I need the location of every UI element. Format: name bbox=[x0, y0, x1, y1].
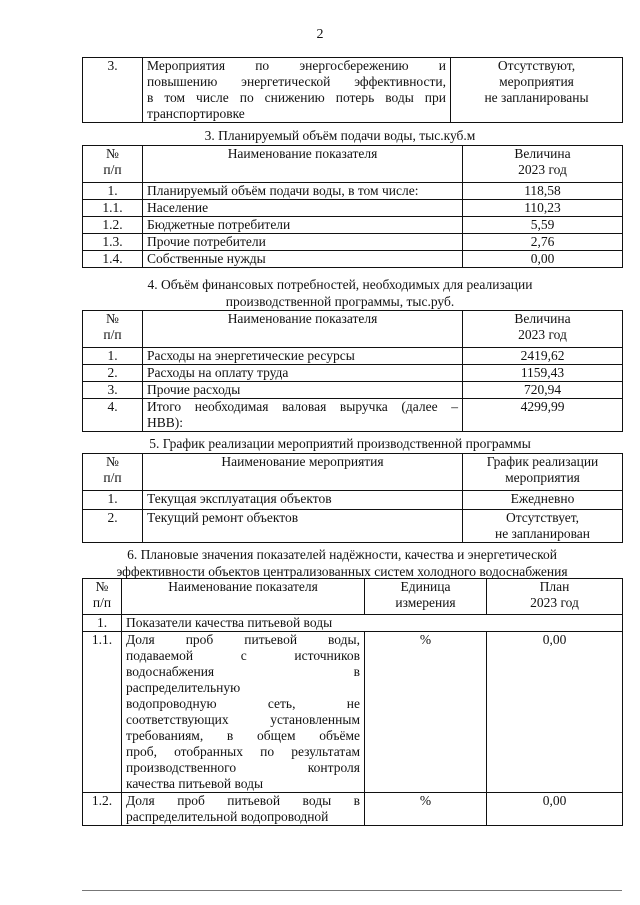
table-header-row bbox=[83, 579, 623, 615]
measure-status: Отсутствуют, мероприятия не запланированы bbox=[451, 58, 623, 123]
header-value: График реализации мероприятия bbox=[463, 454, 623, 491]
table-row bbox=[83, 58, 623, 123]
table-header-row bbox=[83, 311, 623, 348]
row-number: 3. bbox=[83, 58, 143, 123]
header-name: Наименование показателя bbox=[122, 579, 365, 615]
table-row: 1.2. Доля проб питьевой воды в распределительной водопроводной % 0,00 bbox=[83, 793, 623, 826]
total-revenue-name: Итого необходимая валовая выручка (далее – НВВ): bbox=[143, 399, 463, 432]
table-row: 1.4. Собственные нужды 0,00 bbox=[83, 251, 623, 268]
water-supply-table bbox=[82, 145, 623, 268]
table-header-row bbox=[83, 146, 623, 183]
table-row: 1. Планируемый объём подачи воды, в том числе: 118,58 bbox=[83, 183, 623, 200]
header-unit: Единица измерения bbox=[365, 579, 487, 615]
header-num: № п/п bbox=[83, 579, 122, 615]
header-num: № п/п bbox=[83, 311, 143, 348]
header-name: Наименование показателя bbox=[143, 311, 463, 348]
measures-table bbox=[82, 57, 623, 123]
table-row: 1.2. Бюджетные потребители 5,59 bbox=[83, 217, 623, 234]
table-row: 1.1. Доля проб питьевой воды, подаваемой с источников водоснабжения в распределительную водопроводную сеть, не соответствующих установленным требованиям, в общем объёме проб, отобранных по результатам производственного контроля качества питьевой воды % 0,00 bbox=[83, 632, 623, 793]
table-group-row: 1. Показатели качества питьевой воды bbox=[83, 615, 623, 632]
schedule-table bbox=[82, 453, 623, 543]
financial-needs-table bbox=[82, 310, 623, 432]
header-num: № п/п bbox=[83, 146, 143, 183]
table-row: 4. Итого необходимая валовая выручка (далее – НВВ): 4299,99 bbox=[83, 399, 623, 432]
measure-name: Мероприятия по энергосбережению и повышению энергетической эффективности, в том числе по снижению потерь воды при транспортировке bbox=[143, 58, 451, 123]
table-row: 1.1. Население 110,23 bbox=[83, 200, 623, 217]
table-header-row bbox=[83, 454, 623, 491]
table-row: 1.3. Прочие потребители 2,76 bbox=[83, 234, 623, 251]
table-row: 2. Расходы на оплату труда 1159,43 bbox=[83, 365, 623, 382]
table-row: 1. Текущая эксплуатация объектов Ежедневно bbox=[83, 491, 623, 510]
page-number: 2 bbox=[316, 27, 324, 42]
header-plan: План 2023 год bbox=[487, 579, 623, 615]
section-3-title: 3. Планируемый объём подачи воды, тыс.куб.м bbox=[204, 128, 476, 143]
section-5-title: 5. График реализации мероприятий производственной программы bbox=[149, 436, 531, 451]
indicators-table bbox=[82, 578, 623, 826]
table-row: 1. Расходы на энергетические ресурсы 2419,62 bbox=[83, 348, 623, 365]
indicator-name: Доля проб питьевой воды в распределительной водопроводной bbox=[122, 793, 365, 826]
indicator-name: Доля проб питьевой воды, подаваемой с источников водоснабжения в распределительную водопроводную сеть, не соответствующих установленным требованиям, в общем объёме проб, отобранных по результатам производственного контроля качества питьевой воды bbox=[122, 632, 365, 793]
table-row: 3. Прочие расходы 720,94 bbox=[83, 382, 623, 399]
section-6-title: 6. Плановые значения показателей надёжности, качества и энергетической эффективности объектов централизованных систем холодного водоснабжения bbox=[116, 547, 568, 579]
header-value: Величина 2023 год bbox=[463, 311, 623, 348]
section-4-title: 4. Объём финансовых потребностей, необходимых для реализации производственной программы, тыс.руб. bbox=[147, 277, 533, 309]
header-value: Величина 2023 год bbox=[463, 146, 623, 183]
header-name: Наименование мероприятия bbox=[143, 454, 463, 491]
header-num: № п/п bbox=[83, 454, 143, 491]
page-bottom-rule bbox=[82, 890, 622, 891]
header-name: Наименование показателя bbox=[143, 146, 463, 183]
table-row: 2. Текущий ремонт объектов Отсутствует, не запланирован bbox=[83, 510, 623, 543]
